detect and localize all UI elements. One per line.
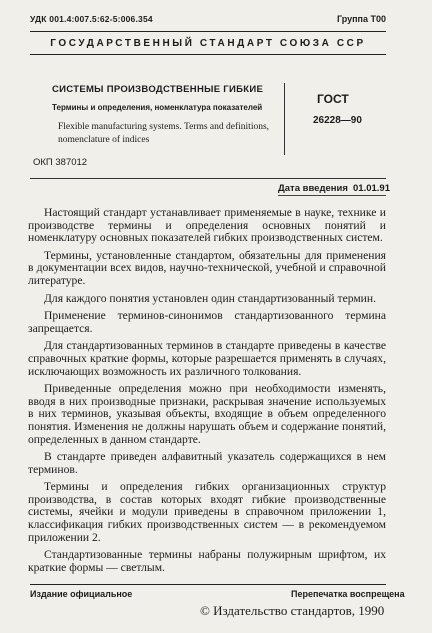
effective-date-value: 01.01.91 (353, 183, 390, 194)
effective-date-label: Дата введения (278, 183, 348, 194)
gost-label: ГОСТ (317, 92, 349, 106)
udk-code: УДК 001.4:007.5:62-5:006.354 (30, 14, 153, 24)
footer-rule (30, 584, 386, 585)
title-rule (30, 54, 386, 55)
document-subtitle: Термины и определения, номенклатура показателей (52, 103, 263, 112)
gost-number: 26228—90 (313, 115, 362, 126)
date-underline (278, 195, 386, 196)
document-title: СИСТЕМЫ ПРОИЗВОДСТВЕННЫЕ ГИБКИЕ (52, 84, 264, 95)
okp-code: ОКП 387012 (33, 157, 88, 168)
top-rule (30, 31, 386, 32)
paragraph: Для стандартизованных терминов в стандарте приведены в качестве справочных краткие формы, которые разрешается применять в случаях, исключающих возможность их различного толкования. (28, 339, 386, 378)
paragraph: Термины, установленные стандартом, обязательны для применения в документации всех видов, научно-технической, учебной и справочной литературе. (28, 248, 386, 287)
standard-title: ГОСУДАРСТВЕННЫЙ СТАНДАРТ СОЮЗА ССР (50, 38, 366, 49)
paragraph: Приведенные определения можно при необходимости изменять, вводя в них производные признаки, раскрывая значение используемых в них терминов, указывая объекты, входящие в объем определенного понятия. Изменения не должны нарушать объем и содержание понятий, определенных в данном стандарте. (28, 382, 386, 446)
paragraph: В стандарте приведен алфавитный указатель содержащихся в нем терминов. (28, 450, 386, 476)
group-code: Группа Т00 (336, 14, 386, 24)
paragraph: Термины и определения гибких организационных структур производства, в состав которых входят гибкие производственные системы, ячейки и модули приведены в справочном приложении 1, классификация гибких производственных систем — в рекомендуемом приложении 2. (28, 480, 386, 544)
paragraph: Для каждого понятия установлен один стандартизованный термин. (44, 291, 376, 305)
copyright-notice: © Издательство стандартов, 1990 (200, 603, 385, 618)
paragraph: Применение терминов-синонимов стандартизованного термина запрещается. (28, 309, 386, 335)
paragraph: Стандартизованные термины набраны полужирным шрифтом, их краткие формы — светлым. (28, 548, 386, 574)
body-text (28, 207, 386, 579)
paragraph: Настоящий стандарт устанавливает применяемые в науке, технике и производстве термины и определения основных понятий и номенклатуру основных показателей гибких производственных систем. (28, 206, 386, 245)
english-title: Flexible manufacturing systems. Terms and definitions, nomenclature of indices (58, 122, 270, 145)
reprint-notice: Перепечатка воспрещена (291, 589, 405, 599)
header-separator (30, 178, 386, 179)
official-edition: Издание официальное (30, 589, 133, 599)
